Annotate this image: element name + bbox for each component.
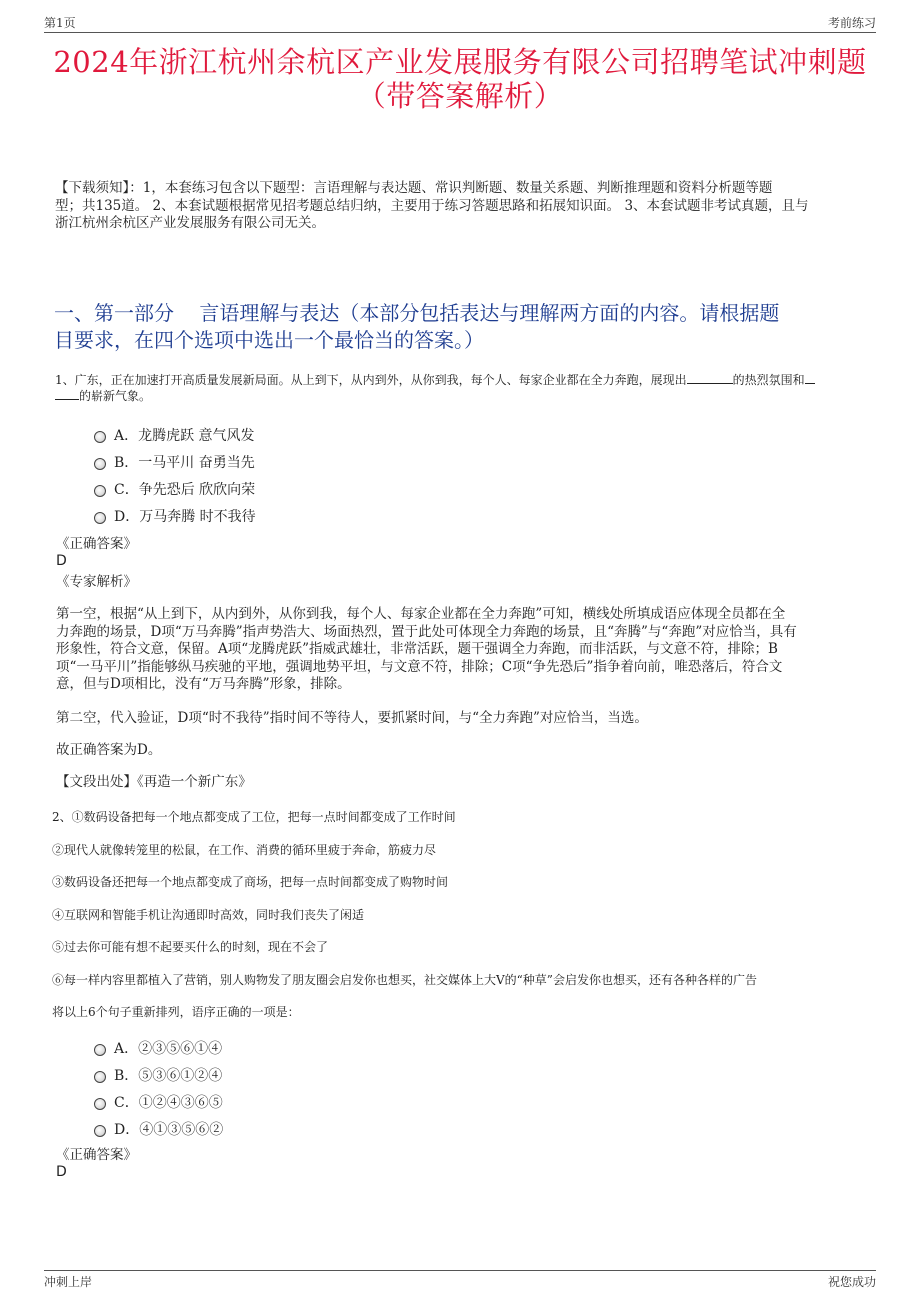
q1-option-a[interactable]	[94, 425, 255, 445]
document-title: 2024年浙江杭州余杭区产业发展服务有限公司招聘笔试冲刺题	[53, 45, 867, 79]
notice-line-1: ：1，本套练习包含以下题型：言语理解与表达题、常识判断题、数量关系题、判断推理题和资料分析题等题	[129, 180, 773, 196]
analysis-line: 第一空，根据“从上到下，从内到外，从你到我，每个人、每家企业都在全力奔跑”可知，横线处所填成语应体现全员都在全	[56, 606, 786, 622]
radio-icon[interactable]	[94, 1071, 106, 1083]
q1-option-d[interactable]	[94, 506, 256, 526]
notice-label: 【下载须知】	[55, 180, 130, 196]
analysis-line: 意，但与D项相比，没有“万马奔腾”形象，排除。	[56, 676, 351, 692]
section-heading	[54, 300, 884, 354]
radio-icon[interactable]	[94, 485, 106, 497]
q1-analysis-label: 《专家解析》	[56, 574, 137, 590]
q2-sentence-6: ⑥每一样内容里都植入了营销，别人购物发了朋友圈会启发你也想买，社交媒体上大V的“种草”会启发你也想买，还有各种各样的广告	[52, 973, 757, 987]
analysis-line: 项“一马平川”指能够纵马疾驰的平地，强调地势平坦，与文意不符，排除；C项“争先恐后”指争着向前，唯恐落后，符合文	[56, 658, 783, 675]
footer-right-label: 祝您成功	[827, 1275, 876, 1289]
q2-option-b[interactable]	[94, 1065, 222, 1085]
analysis-line: 力奔跑的场景，D项“万马奔腾”指声势浩大、场面热烈，置于此处可体现全力奔跑的场景，且“奔腾”与“奔跑”对应恰当，具有	[56, 623, 797, 640]
q1-analysis-second-blank: 第二空，代入验证，D项“时不我待”指时间不等待人，要抓紧时间，与“全力奔跑”对应恰当，当选。	[56, 710, 648, 726]
q2-sentence-2: ②现代人就像转笼里的松鼠，在工作、消费的循环里疲于奔命，筋疲力尽	[52, 843, 437, 857]
q1-stem-part-c: 的崭新气象。	[79, 389, 152, 403]
q2-option-c[interactable]	[94, 1092, 223, 1112]
q2-sentence-3: ③数码设备还把每一个地点都变成了商场，把每一点时间都变成了购物时间	[52, 875, 449, 889]
q2-sentence-5: ⑤过去你可能有想不起要买什么的时刻，现在不会了	[52, 940, 329, 954]
q2-option-a-label: A．②③⑤⑥①④	[114, 1041, 223, 1057]
question-1-stem	[55, 372, 875, 404]
document-subtitle: （带答案解析）	[356, 79, 564, 113]
analysis-line: 形象性，符合文意，保留。A项“龙腾虎跃”指威武雄壮，非常活跃，题干强调全力奔跑，而非活跃，与文意不符，排除；B	[56, 641, 778, 657]
header-rule	[44, 32, 876, 33]
q1-option-b[interactable]	[94, 452, 255, 472]
radio-icon[interactable]	[94, 458, 106, 470]
q1-answer: D	[56, 553, 67, 569]
notice-line-2: 型；共135道。 2、本套试题根据常见招考题总结归纳，主要用于练习答题思路和拓展知识面。 3、本套试题非考试真题，且与	[55, 197, 809, 214]
q1-blank-1	[687, 382, 733, 384]
section-heading-line-1: 一、第一部分 言语理解与表达（本部分包括表达与理解两方面的内容。请根据题	[54, 301, 780, 325]
q2-option-b-label: B．⑤③⑥①②④	[114, 1068, 223, 1084]
q1-conclusion: 故正确答案为D。	[56, 742, 162, 758]
q2-answer-label: 《正确答案》	[56, 1147, 137, 1163]
q1-option-c[interactable]	[94, 479, 255, 499]
q2-sentence-4: ④互联网和智能手机让沟通即时高效，同时我们丧失了闲适	[52, 908, 365, 922]
header-right-label: 考前练习	[827, 16, 876, 30]
q1-option-d-label: D．万马奔腾 时不我待	[114, 509, 256, 525]
q2-sentence-1: 2、①数码设备把每一个地点都变成了工位，把每一点时间都变成了工作时间	[52, 810, 456, 824]
q1-stem-part-a: 1、广东，正在加速打开高质量发展新局面。从上到下，从内到外，从你到我，每个人、每家企业都在全力奔跑，展现出	[55, 373, 687, 387]
notice-line-3: 浙江杭州余杭区产业发展服务有限公司无关。	[55, 215, 325, 231]
q2-question: 将以上6个句子重新排列，语序正确的一项是：	[52, 1005, 300, 1019]
footer-left-label: 冲刺上岸	[44, 1275, 93, 1289]
q2-answer: D	[56, 1164, 67, 1180]
section-heading-line-2: 目要求，在四个选项中选出一个最恰当的答案。）	[54, 328, 484, 352]
q2-option-a[interactable]	[94, 1038, 222, 1058]
q2-option-c-label: C．①②④③⑥⑤	[114, 1095, 223, 1111]
q1-answer-label: 《正确答案》	[56, 536, 137, 552]
q1-analysis	[56, 606, 876, 694]
radio-icon[interactable]	[94, 1098, 106, 1110]
q1-source: 【文段出处】《再造一个新广东》	[56, 774, 252, 790]
radio-icon[interactable]	[94, 431, 106, 443]
q1-stem-part-b: 的热烈氛围和	[732, 373, 805, 387]
radio-icon[interactable]	[94, 1125, 106, 1137]
q1-blank-2	[55, 398, 79, 400]
q1-option-b-label: B．一马平川 奋勇当先	[114, 455, 255, 471]
q1-blank-2-start	[805, 382, 815, 384]
page-number: 第1页	[44, 16, 76, 30]
q1-option-c-label: C．争先恐后 欣欣向荣	[114, 482, 256, 498]
radio-icon[interactable]	[94, 1044, 106, 1056]
radio-icon[interactable]	[94, 512, 106, 524]
download-notice	[55, 180, 875, 233]
q2-option-d-label: D．④①③⑤⑥②	[114, 1122, 224, 1138]
q1-option-a-label: A．龙腾虎跃 意气风发	[114, 428, 255, 444]
footer-rule	[44, 1270, 876, 1271]
q2-option-d[interactable]	[94, 1119, 223, 1139]
